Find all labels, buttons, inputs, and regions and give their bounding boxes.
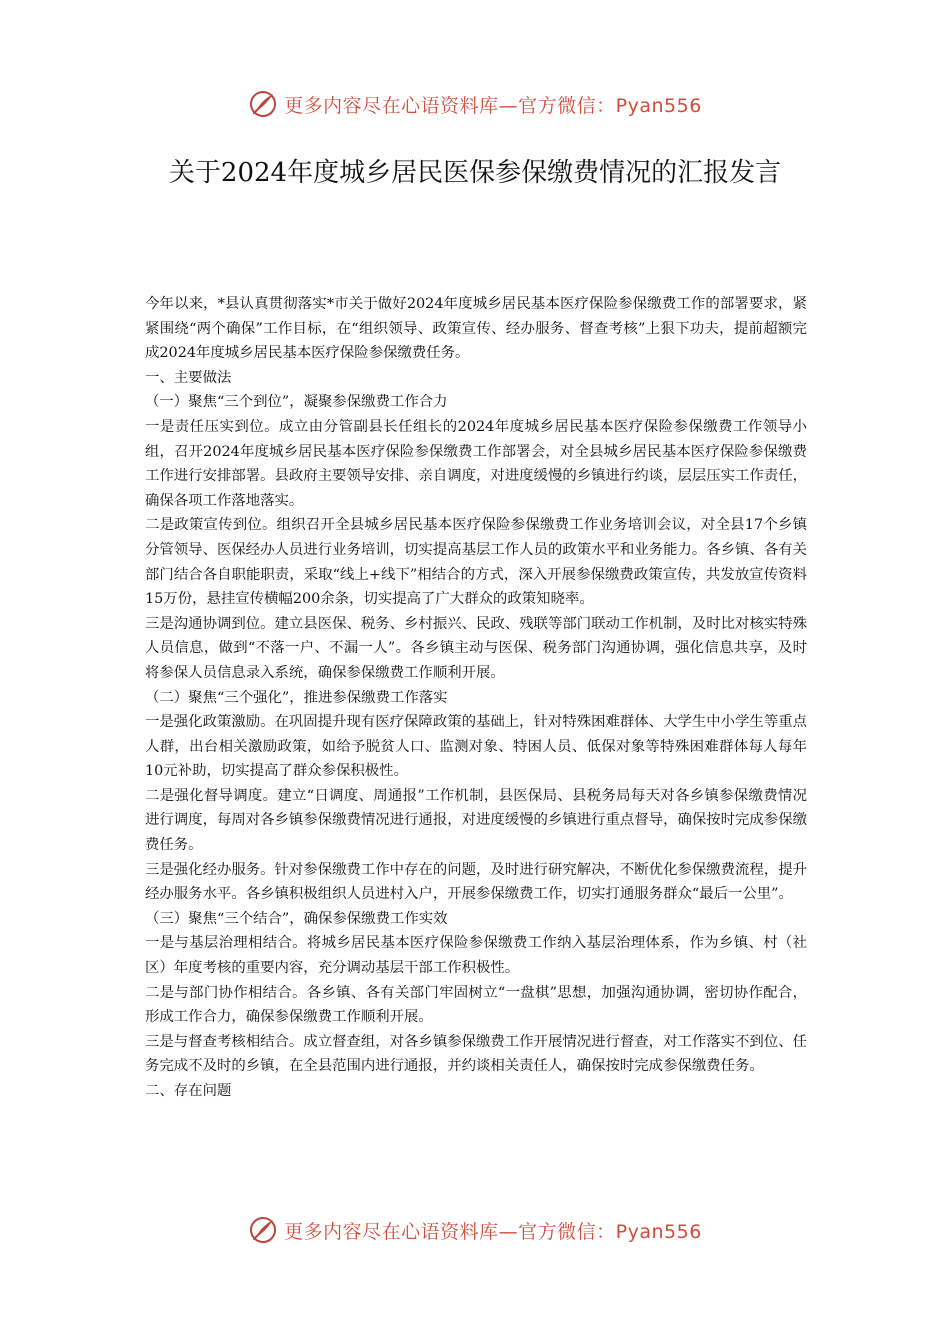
quill-logo-icon [248, 89, 278, 119]
paragraph: 二是政策宣传到位。组织召开全县城乡居民基本医疗保险参保缴费工作业务培训会议，对全县17个乡镇分管领导、医保经办人员进行业务培训，切实提高基层工作人员的政策水平和业务能力。各乡镇、各有关部门结合各自职能职责，采取“线上+线下”相结合的方式，深入开展参保缴费政策宣传，共发放宣传资料15万份，悬挂宣传横幅200余条，切实提高了广大群众的政策知晓率。 [145, 517, 807, 608]
paragraph: 三是沟通协调到位。建立县医保、税务、乡村振兴、民政、残联等部门联动工作机制，及时比对核实特殊人员信息，做到“不落一户、不漏一人”。各乡镇主动与医保、税务部门沟通协调，强化信息共享，及时将参保人员信息录入系统，确保参保缴费工作顺利开展。 [145, 615, 807, 681]
subsection-heading: （二）聚焦“三个强化”，推进参保缴费工作落实 [145, 689, 448, 706]
document-body [145, 292, 807, 1104]
paragraph: 二是强化督导调度。建立“日调度、周通报”工作机制，县医保局、县税务局每天对各乡镇参保缴费情况进行调度，每周对各乡镇参保缴费情况进行通报，对进度缓慢的乡镇进行重点督导，确保按时完成参保缴费任务。 [145, 787, 807, 854]
section-heading: 二、存在问题 [145, 1083, 232, 1099]
paragraph: 三是强化经办服务。针对参保缴费工作中存在的问题，及时进行研究解决，不断优化参保缴费流程，提升经办服务水平。各乡镇积极组织人员进村入户，开展参保缴费工作，切实打通服务群众“最后一公里”。 [145, 861, 807, 903]
paragraph: 二是与部门协作相结合。各乡镇、各有关部门牢固树立“一盘棋”思想，加强沟通协调，密切协作配合，形成工作合力，确保参保缴费工作顺利开展。 [145, 984, 807, 1026]
subsection-heading: （一）聚焦“三个到位”，凝聚参保缴费工作合力 [145, 394, 448, 411]
paragraph: 今年以来，*县认真贯彻落实*市关于做好2024年度城乡居民基本医疗保险参保缴费工作的部署要求，紧紧围绕“两个确保”工作目标，在“组织领导、政策宣传、经办服务、督查考核”上狠下功夫，提前超额完成2024年度城乡居民基本医疗保险参保缴费任务。 [145, 296, 807, 362]
paragraph: 一是责任压实到位。成立由分管副县长任组长的2024年度城乡居民基本医疗保险参保缴费工作领导小组，召开2024年度城乡居民基本医疗保险参保缴费工作部署会，对全县城乡居民基本医疗保险参保缴费工作进行安排部署。县政府主要领导安排、亲自调度，对进度缓慢的乡镇进行约谈，层层压实工作责任，确保各项工作落地落实。 [145, 418, 807, 509]
watermark-footer [0, 1210, 950, 1250]
watermark-text: 更多内容尽在心语资料库—官方微信：Pyan556 [284, 94, 702, 117]
paragraph: 一是与基层治理相结合。将城乡居民基本医疗保险参保缴费工作纳入基层治理体系，作为乡镇、村（社区）年度考核的重要内容，充分调动基层干部工作积极性。 [145, 935, 807, 977]
section-heading: 一、主要做法 [145, 369, 232, 386]
quill-logo-icon [248, 1215, 278, 1245]
watermark-header [0, 84, 950, 124]
watermark-text: 更多内容尽在心语资料库—官方微信：Pyan556 [284, 1220, 702, 1243]
paragraph: 一是强化政策激励。在巩固提升现有医疗保障政策的基础上，针对特殊困难群体、大学生中小学生等重点人群，出台相关激励政策，如给予脱贫人口、监测对象、特困人员、低保对象等特殊困难群体每人每年10元补助，切实提高了群众参保积极性。 [145, 714, 807, 780]
subsection-heading: （三）聚焦“三个结合”，确保参保缴费工作实效 [145, 910, 448, 927]
paragraph: 三是与督查考核相结合。成立督查组，对各乡镇参保缴费工作开展情况进行督查，对工作落实不到位、任务完成不及时的乡镇，在全县范围内进行通报，并约谈相关责任人，确保按时完成参保缴费任务。 [145, 1033, 807, 1075]
document-title: 关于2024年度城乡居民医保参保缴费情况的汇报发言 [168, 158, 782, 188]
